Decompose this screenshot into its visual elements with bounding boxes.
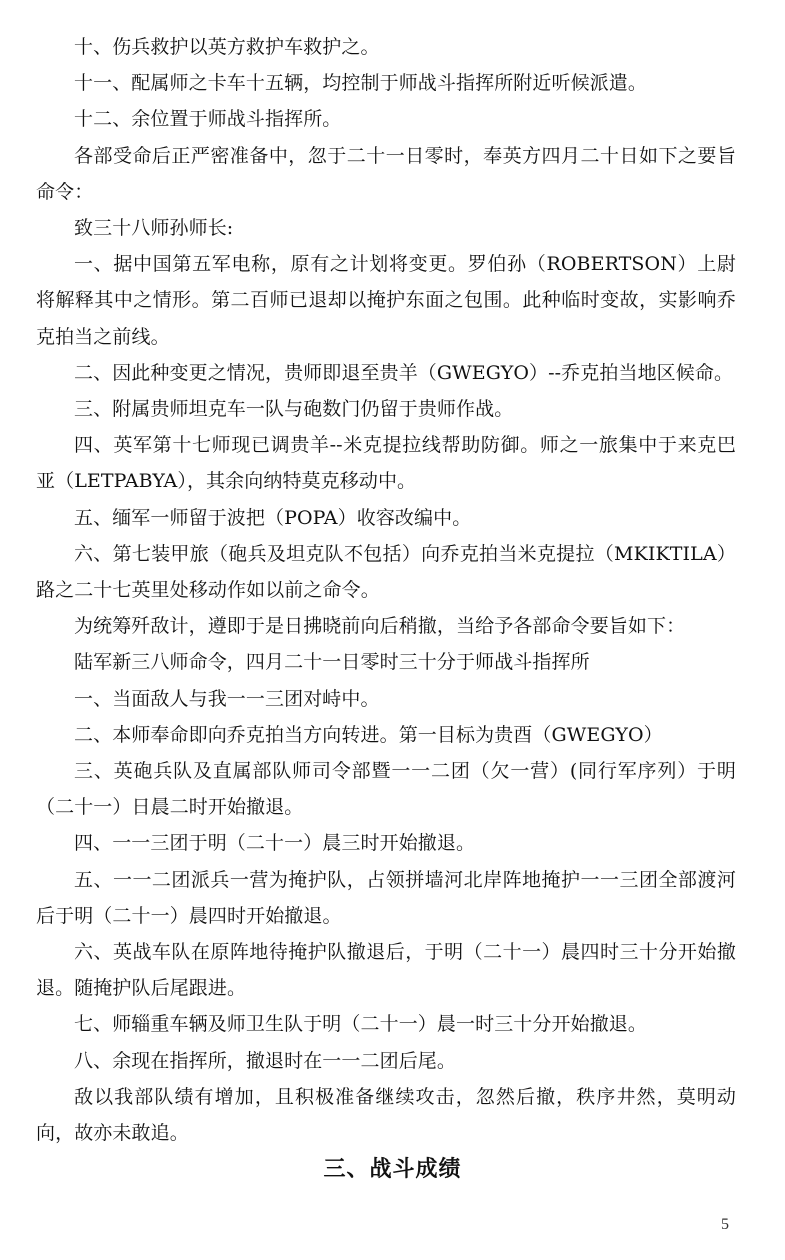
paragraph: 二、本师奉命即向乔克拍当方向转进。第一目标为贵酉（GWEGYO） [74,723,663,746]
paragraph: 六、英战车队在原阵地待掩护队撤退后，于明（二十一）晨四时三十分开始撤退。随掩护队后尾跟进。 [36,941,736,1000]
paragraph: 十、伤兵救护以英方救护车救护之。 [74,36,380,58]
paragraph: 十二、余位置于师战斗指挥所。 [74,108,342,131]
body-text [36,29,736,1151]
paragraph: 为统筹歼敌计，遵即于是日拂晓前向后稍撤，当给予各部命令要旨如下： [74,615,686,638]
paragraph: 八、余现在指挥所，撤退时在一一二团后尾。 [74,1049,457,1072]
paragraph: 五、一一二团派兵一营为掩护队，占领拼墙河北岸阵地掩护一一三团全部渡河后于明（二十一）晨四时开始撤退。 [36,868,736,927]
page-number: 5 [721,1216,729,1233]
paragraph: 各部受命后正严密准备中，忽于二十一日零时，奉英方四月二十日如下之要旨命令： [36,144,736,203]
paragraph: 六、第七装甲旅（砲兵及坦克队不包括）向乔克拍当米克提拉（MKIKTILA）路之二十七英里处移动作如以前之命令。 [36,542,736,602]
paragraph: 四、英军第十七师现已调贵羊--米克提拉线帮助防御。师之一旅集中于来克巴亚（LETPABYA），其余向纳特莫克移动中。 [36,434,736,493]
section-heading: 三、战斗成绩 [323,1157,462,1182]
paragraph: 二、因此种变更之情况，贵师即退至贵羊（GWEGYO）--乔克拍当地区候命。 [74,361,734,384]
paragraph: 七、师辎重车辆及师卫生队于明（二十一）晨一时三十分开始撤退。 [74,1013,648,1036]
paragraph: 三、附属贵师坦克车一队与砲数门仍留于贵师作战。 [74,398,514,421]
paragraph: 五、缅军一师留于波把（POPA）收容改编中。 [74,506,472,529]
paragraph: 敌以我部队绩有增加，且积极准备继续攻击，忽然后撤，秩序井然，莫明动向，故亦未敢追。 [36,1085,736,1145]
paragraph: 一、据中国第五军电称，原有之计划将变更。罗伯孙（ROBERTSON）上尉将解释其中之情形。第二百师已退却以掩护东面之包围。此种临时变故，实影响乔克拍当之前线。 [36,253,736,348]
paragraph: 十一、配属师之卡车十五辆，均控制于师战斗指挥所附近听候派遣。 [74,72,648,95]
paragraph: 四、一一三团于明（二十一）晨三时开始撤退。 [74,832,476,855]
paragraph: 一、当面敌人与我一一三团对峙中。 [74,687,380,710]
paragraph: 陆军新三八师命令，四月二十一日零时三十分于师战斗指挥所 [74,651,590,674]
paragraph: 致三十八师孙师长: [74,217,234,240]
paragraph: 三、英砲兵队及直属部队师司令部暨一一二团（欠一营）(同行军序列）于明（二十一）日晨二时开始撤退。 [36,760,736,819]
